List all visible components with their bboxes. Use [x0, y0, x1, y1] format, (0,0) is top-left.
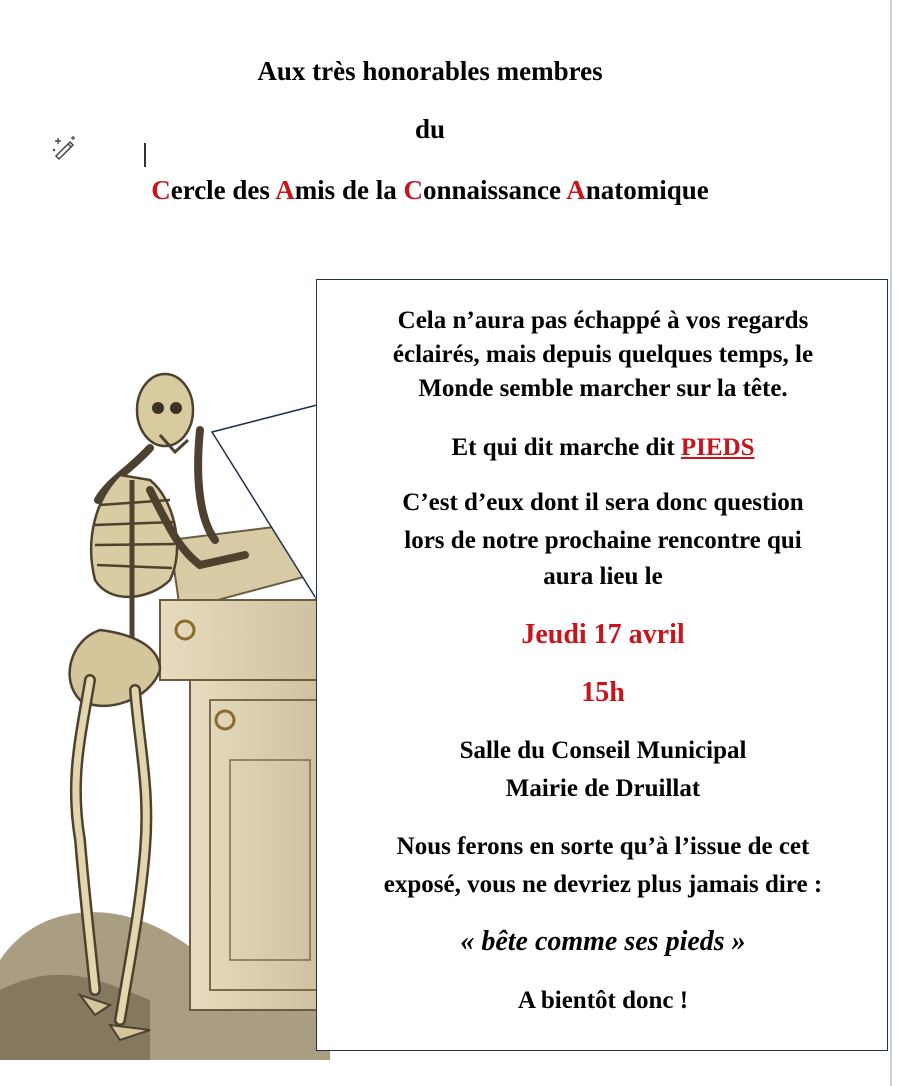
invitation-callout	[316, 279, 888, 1051]
circle-name	[0, 174, 870, 206]
header-line-1: Aux très honorables membres	[257, 56, 603, 86]
question-line-2: lors de notre prochaine rencontre qui	[404, 527, 802, 554]
intro-line-1: Cela n’aura pas échappé à vos regards	[397, 307, 809, 334]
closing-line: A bientôt donc !	[517, 987, 689, 1014]
promise-line-1: Nous ferons en sorte qu’à l’issue de cet	[396, 833, 810, 860]
circle-initial-c2: C	[403, 175, 423, 205]
pieds-word: PIEDS	[680, 434, 755, 461]
intro-line-3: Monde semble marcher sur la tête.	[418, 375, 788, 402]
venue-line-2: Mairie de Druillat	[505, 775, 701, 802]
circle-word-4: natomique	[585, 175, 709, 205]
event-date: Jeudi 17 avril	[521, 619, 685, 650]
question-line-3: aura lieu le	[543, 563, 663, 590]
marche-prefix: Et qui dit marche dit	[451, 434, 681, 461]
magic-wand-icon[interactable]	[50, 132, 80, 162]
circle-word-3: onnaissance	[422, 175, 567, 205]
page-edge	[890, 0, 892, 1086]
circle-initial-a2: A	[566, 175, 586, 205]
skeleton-illustration	[0, 340, 330, 1060]
venue-line-1: Salle du Conseil Municipal	[459, 737, 747, 764]
header-line-2: du	[414, 114, 446, 144]
circle-initial-a1: A	[275, 175, 295, 205]
circle-initial-c1: C	[151, 175, 171, 205]
event-time: 15h	[581, 677, 625, 708]
circle-word-2: mis de la	[294, 175, 404, 205]
quote-line: « bête comme ses pieds »	[460, 926, 746, 957]
circle-word-1: ercle des	[170, 175, 276, 205]
intro-line-2: éclairés, mais depuis quelques temps, le	[392, 341, 814, 368]
marche-line	[317, 431, 889, 465]
promise-line-2: exposé, vous ne devriez plus jamais dire :	[383, 871, 823, 898]
text-cursor	[144, 143, 146, 167]
question-line-1: C’est d’eux dont il sera donc question	[402, 489, 804, 516]
